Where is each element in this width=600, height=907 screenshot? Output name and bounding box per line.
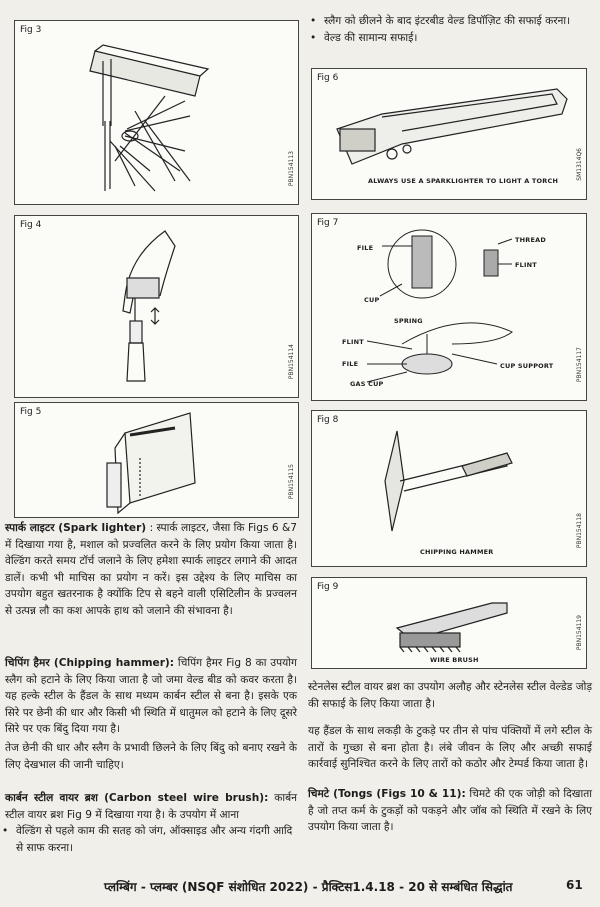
bullet-item: • स्लैग को छीलने के बाद इंटरबीड वेल्ड डिपॉज़िट की सफाई करना। bbox=[308, 13, 593, 30]
paragraph-body: स्टेनलेस स्टील वायर ब्रश का उपयोग अलौह और स्टेनलेस स्टील वेल्डेड जोड़ की सफाई के लिए किया जाता है। bbox=[308, 681, 592, 710]
figure-label: Fig 5 bbox=[20, 407, 42, 417]
bullet-item: • वेल्ड की सामान्य सफाई। bbox=[308, 30, 593, 47]
paragraph-body: तेज छेनी की धार और स्लैग के प्रभावी छिलने के लिए बिंदु को बनाए रखने के लिए देखभाल की जानी चाहिए। bbox=[5, 742, 297, 771]
figure-3 bbox=[14, 20, 299, 205]
figure-caption: WIRE BRUSH bbox=[430, 656, 479, 664]
figure-code: PBN154113 bbox=[288, 150, 295, 186]
wire-brush-bullet-list bbox=[0, 823, 297, 856]
page-number: 61 bbox=[566, 878, 583, 892]
figure-5 bbox=[14, 402, 299, 518]
figure-caption: CHIPPING HAMMER bbox=[420, 548, 494, 556]
figure-label: Fig 3 bbox=[20, 25, 42, 35]
figure-8 bbox=[311, 410, 587, 567]
fig7-label-file: FILE bbox=[357, 244, 374, 252]
fig7-label-cup-support: CUP SUPPORT bbox=[500, 362, 554, 370]
paragraph-body: चिमटे की एक जोड़ी को दिखाता है जो तप्त कर्म के टुकड़ों को पकड़ने और जॉब को स्थिति में रखने के लिए उपयोग किया जाता है। bbox=[308, 788, 592, 834]
figure-label: Fig 9 bbox=[317, 582, 339, 592]
figure-9 bbox=[311, 577, 587, 669]
footer-title: प्लम्बिंग - प्लम्बर (NSQF संशोधित 2022) - प्रैक्टिस1.4.18 - 20 से सम्बंधित सिद्धांत bbox=[104, 880, 513, 894]
figure-6 bbox=[311, 68, 587, 200]
wire-brush-paragraph bbox=[5, 790, 297, 823]
paragraph-body: चिपिंग हैमर Fig 8 का उपयोग स्लैग को हटाने के लिए किया जाता है जो जमा वेल्ड बीड को कवर करता है। यह हल्के स्टील के हैंडल के साथ मध्यम कार्बन स्टील से बना है। इसके एक सिरे पर छेनी की धार और किसी भी स्थिति में धातुमल को हटाने के लिए दूसरे सिरे पर एक बिंदु दिया गया है। bbox=[5, 657, 297, 736]
fig7-label-flint: FLINT bbox=[515, 261, 537, 269]
fig7-label-file2: FILE bbox=[342, 360, 359, 368]
figure-code: PBN154115 bbox=[288, 463, 295, 499]
chipping-hammer-note bbox=[5, 740, 297, 773]
section-heading: चिपिंग हैमर (Chipping hammer): bbox=[5, 657, 175, 669]
fig7-label-cup: CUP bbox=[364, 296, 380, 304]
fig7-label-thread: THREAD bbox=[515, 236, 546, 244]
chipping-hammer-paragraph bbox=[5, 655, 297, 738]
section-heading: कार्बन स्टील वायर ब्रश (Carbon steel wire brush): bbox=[5, 792, 269, 804]
figure-code: PBN154117 bbox=[576, 346, 583, 382]
right-top-bullet-list bbox=[308, 13, 593, 46]
fig3-illustration bbox=[15, 21, 298, 204]
paragraph-body: यह हैंडल के साथ लकड़ी के टुकड़े पर तीन से पांच पंक्तियों में लगे स्टील के तारों के गुच्छा से बना होता है। लंबे जीवन के लिए और अच्छी सफाई कार्रवाई सुनिश्चित करने के लिए तारों को कठोर और टेम्पर्ड किया जाता है। bbox=[308, 725, 592, 771]
paragraph-body: : स्पार्क लाइटर, जैसा कि Figs 6 &7 में दिखाया गया है, मशाल को प्रज्वलित करने के लिए प्रयोग किया जाता है। वेल्डिंग करते समय टॉर्च जलाने के लिए हमेशा स्पार्क लाइटर लगाने की आदत डालें। कभी भी माचिस का प्रयोग न करें। इस उद्देश्य के लिए माचिस का उपयोग बहुत खतरनाक है क्योंकि टिप से बहने वाली एसिटिलीन के प्रज्वलन से उत्पन्न लौ का कश आपके हाथ को जलाने की संभावना है। bbox=[5, 522, 297, 617]
figure-label: Fig 7 bbox=[317, 218, 339, 228]
spark-lighter-paragraph bbox=[5, 520, 297, 620]
figure-code: PBN154114 bbox=[288, 343, 295, 379]
tongs-paragraph bbox=[308, 786, 592, 836]
figure-code: PBN154119 bbox=[576, 614, 583, 650]
section-heading: स्पार्क लाइटर (Spark lighter) bbox=[5, 522, 147, 534]
fig7-label-gas-cup: GAS CUP bbox=[350, 380, 384, 388]
brush-construction-paragraph bbox=[308, 723, 592, 773]
figure-7 bbox=[311, 213, 587, 401]
paragraph-body: कार्बन स्टील वायर ब्रश Fig 9 में दिखाया गया है। के उपयोग में आना bbox=[5, 792, 297, 821]
figure-caption: ALWAYS USE A SPARKLIGHTER TO LIGHT A TORCH bbox=[368, 177, 559, 185]
figure-label: Fig 8 bbox=[317, 415, 339, 425]
fig7-label-flint2: FLINT bbox=[342, 338, 364, 346]
bullet-item: • वेल्डिंग से पहले काम की सतह को जंग, ऑक्साइड और अन्य गंदगी आदि से साफ करना। bbox=[0, 823, 297, 856]
stainless-brush-paragraph bbox=[308, 679, 592, 712]
figure-code: PBN154118 bbox=[576, 512, 583, 548]
figure-label: Fig 4 bbox=[20, 220, 42, 230]
fig8-illustration bbox=[312, 411, 586, 566]
figure-code: SM1314Q6 bbox=[576, 148, 583, 181]
section-heading: चिमटे (Tongs (Figs 10 & 11): bbox=[308, 788, 466, 800]
fig7-label-spring: SPRING bbox=[394, 317, 423, 325]
figure-label: Fig 6 bbox=[317, 73, 339, 83]
fig4-illustration bbox=[15, 216, 298, 397]
fig9-illustration bbox=[312, 578, 586, 668]
figure-4 bbox=[14, 215, 299, 398]
fig5-illustration bbox=[15, 403, 298, 517]
